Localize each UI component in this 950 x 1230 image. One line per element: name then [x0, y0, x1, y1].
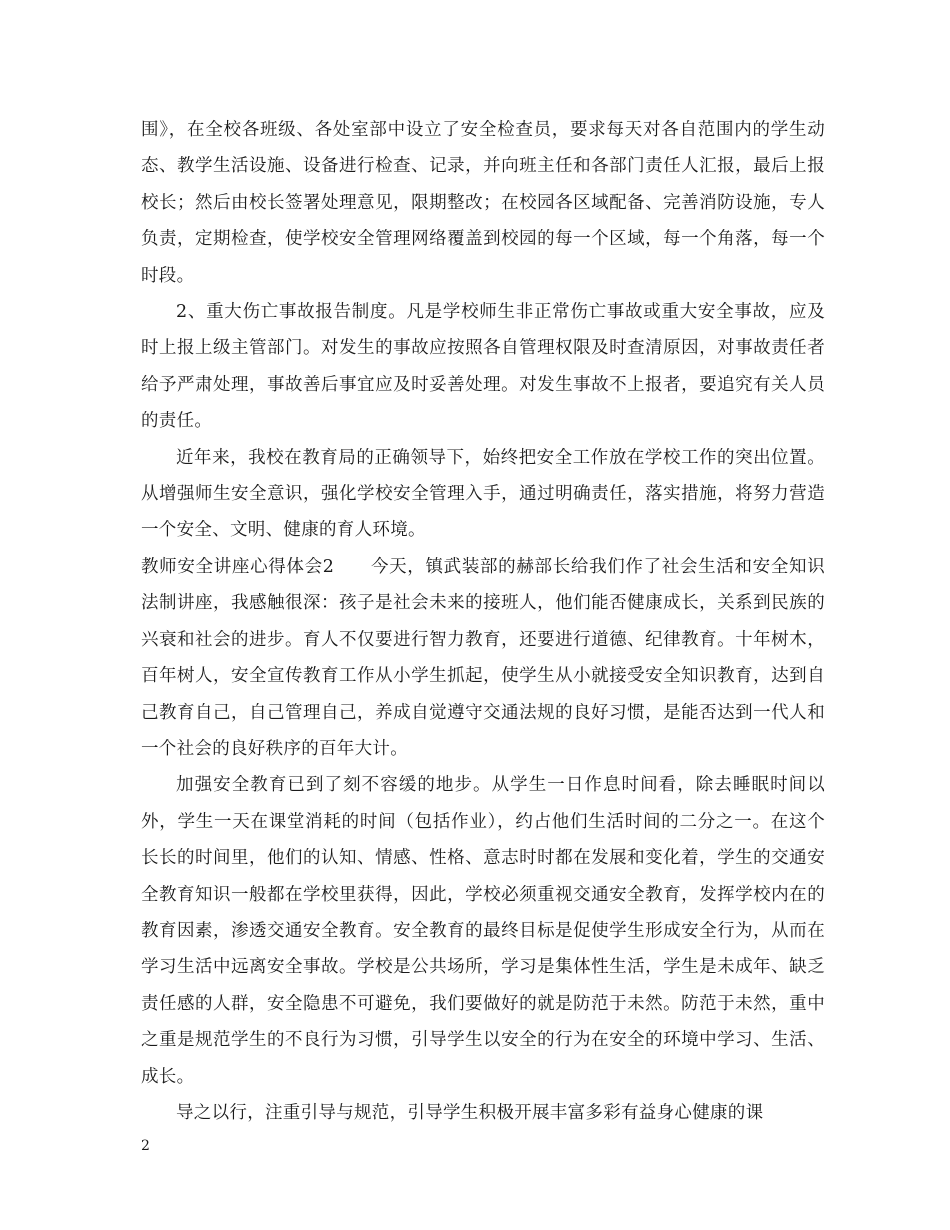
paragraph-safety-education: 加强安全教育已到了刻不容缓的地步。从学生一日作息时间看，除去睡眠时间以外，学生一天在课堂消耗的时间（包括作业），约占他们生活时间的二分之一。在这个长长的时间里，他们的认知、情感、性格、意志时时都在发展和变化着，学生的交通安全教育知识一般都在学校里获得，因此，学校必须重视交通安全教育，发挥学校内在的教育因素，渗透交通安全教育。安全教育的最终目标是促使学生形成安全行为，从而在学习生活中远离安全事故。学校是公共场所，学习是集体性生活，学生是未成年、缺乏责任感的人群，安全隐患不可避免，我们要做好的就是防范于未然。防范于未然，重中之重是规范学生的不良行为习惯，引导学生以安全的行为在安全的环境中学习、生活、成长。 — [141, 775, 825, 1087]
document-body — [141, 112, 825, 1131]
paragraph-lecture-reflection: 教师安全讲座心得体会2 今天，镇武装部的赫部长给我们作了社会生活和安全知识法制讲座，我感触很深：孩子是社会未来的接班人，他们能否健康成长，关系到民族的兴衰和社会的进步。育人不仅要进行智力教育，还要进行道德、纪律教育。十年树木，百年树人，安全宣传教育工作从小学生抓起，使学生从小就接受安全知识教育，达到自己教育自己，自己管理自己，养成自觉遵守交通法规的良好习惯，是能否达到一代人和一个社会的良好秩序的百年大计。 — [141, 556, 825, 759]
paragraph-safety-inspectors: 围》，在全校各班级、各处室部中设立了安全检查员，要求每天对各自范围内的学生动态、教学生活设施、设备进行检查、记录，并向班主任和各部门责任人汇报，最后上报校长；然后由校长签署处理意见，限期整改；在校园各区域配备、完善消防设施，专人负责，定期检查，使学校安全管理网络覆盖到校园的每一个区域，每一个角落，每一个时段。 — [141, 120, 825, 286]
paragraph-guidance: 导之以行，注重引导与规范，引导学生积极开展丰富多彩有益身心健康的课 — [176, 1102, 764, 1123]
paragraph-accident-reporting: 2、重大伤亡事故报告制度。凡是学校师生非正常伤亡事故或重大安全事故，应及时上报上级主管部门。对发生的事故应按照各自管理权限及时查清原因，对事故责任者给予严肃处理，事故善后事宜应及时妥善处理。对发生事故不上报者，要追究有关人员的责任。 — [141, 302, 825, 432]
page-number: 2 — [141, 1138, 150, 1154]
paragraph-recent-years: 近年来，我校在教育局的正确领导下，始终把安全工作放在学校工作的突出位置。从增强师生安全意识，强化学校安全管理入手，通过明确责任，落实措施，将努力营造一个安全、文明、健康的育人环境。 — [141, 447, 825, 541]
